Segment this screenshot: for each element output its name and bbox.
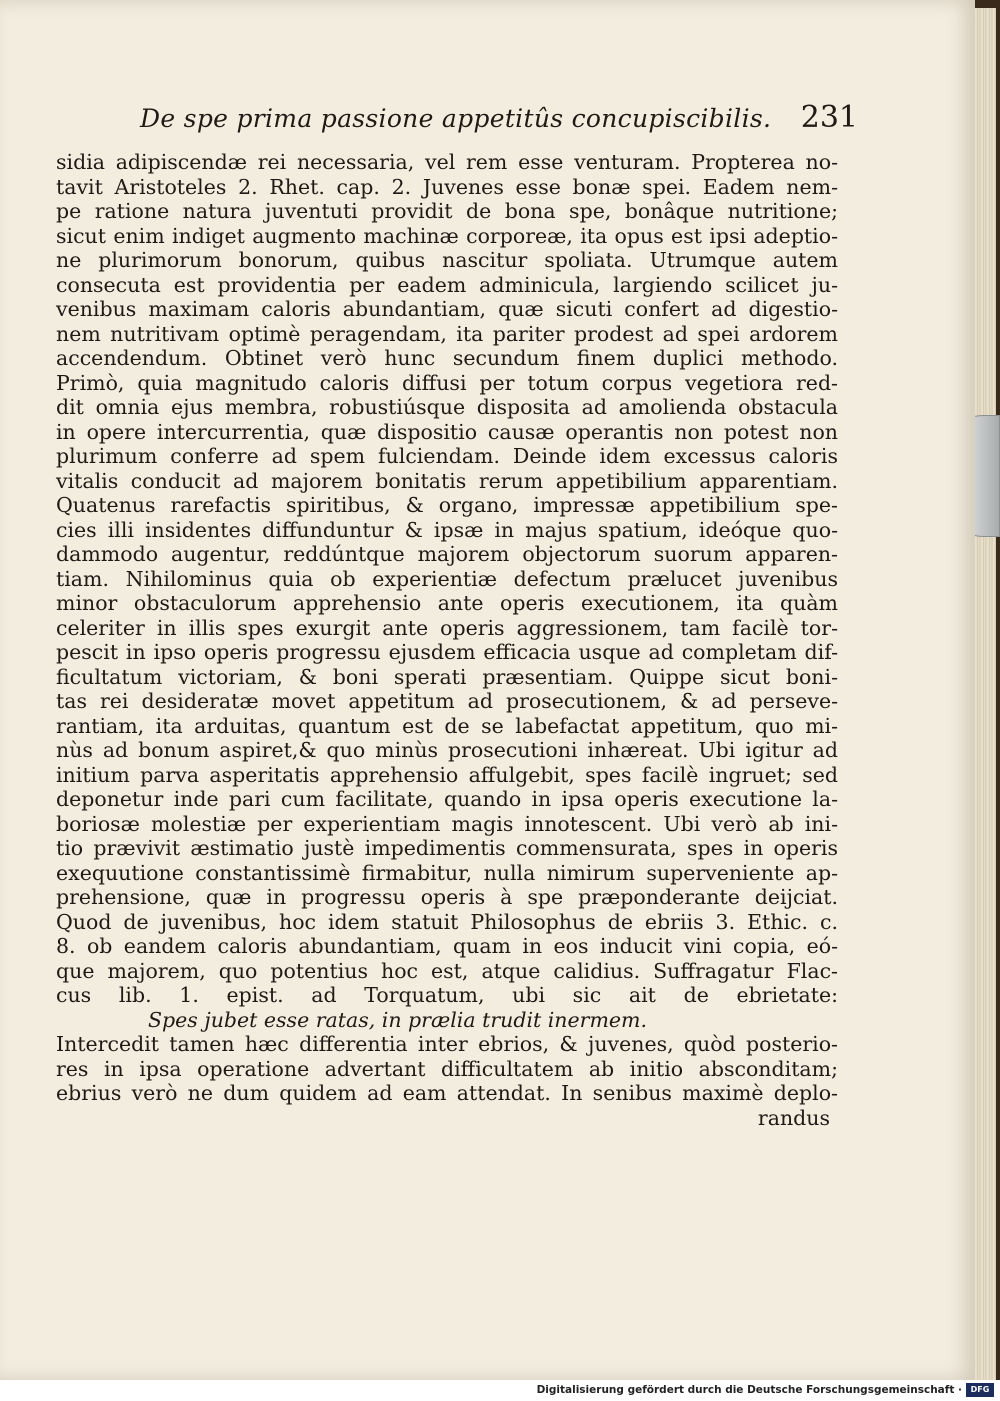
paragraph-lines-after [56, 1032, 838, 1106]
dfg-logo: DFG [966, 1383, 994, 1397]
text-line: consecuta est providentia per eadem adminicula, largiendo scilicet ju- [56, 272, 838, 297]
text-line: pe ratione natura juventuti providit de bona spe, bonâque nutritione; [56, 199, 838, 223]
text-line: exequutione constantissimè firmabitur, nulla nimirum superveniente ap- [56, 860, 838, 885]
text-line: pescit in ipso operis progressu ejusdem efficacia usque ad completam dif- [56, 640, 838, 664]
text-line: rantiam, ita arduitas, quantum est de se labefactat appetitum, quo mi- [56, 713, 838, 738]
text-line: vitalis conducit ad majorem bonitatis rerum appetibilium apparentiam. [56, 468, 838, 493]
text-line: venibus maximam caloris abundantiam, quæ sicuti confert ad digestio- [56, 297, 838, 321]
text-line: sidia adipiscendæ rei necessaria, vel rem esse venturam. Propterea no- [56, 150, 838, 174]
running-head: De spe prima passione appetitûs concupiscibilis. [140, 104, 772, 133]
paragraph-lines [56, 150, 838, 1008]
text-line: tio prævivit æstimatio justè impedimentis commensurata, spes in operis [56, 836, 838, 860]
text-line: tavit Aristoteles 2. Rhet. cap. 2. Juvenes esse bonæ spei. Eadem nem- [56, 174, 838, 199]
digitization-credit-bar [0, 1380, 1000, 1401]
text-line: Quatenus rarefactis spiritibus, & organo, impressæ appetibilium spe- [56, 493, 838, 517]
verse-quote: Spes jubet esse ratas, in prælia trudit inermem. [148, 1007, 647, 1032]
text-line: tas rei desideratæ movet appetitum ad prosecutionem, & ad perseve- [56, 689, 838, 713]
body-text [56, 150, 838, 1130]
funding-credit: Digitalisierung gefördert durch die Deutsche Forschungsgemeinschaft · [536, 1384, 962, 1396]
text-line: res in ipsa operatione advertant difficultatem ab initio absconditam; [56, 1056, 838, 1081]
text-line: ne plurimorum bonorum, quibus nascitur spoliata. Utrumque autem [56, 248, 838, 272]
text-line: que majorem, quo potentius hoc est, atque calidius. Suffragatur Flac- [56, 958, 838, 983]
text-line: nem nutritivam optimè peragendam, ita pariter prodest ad spei ardorem [56, 321, 838, 346]
page-header [140, 100, 858, 144]
text-line: celeriter in illis spes exurgit ante operis aggressionem, tam facilè tor- [56, 615, 838, 640]
text-line: ficultatum victoriam, & boni sperati præsentiam. Quippe sicut boni- [56, 664, 838, 689]
page-number: 231 [800, 100, 858, 135]
text-line: 8. ob eandem caloris abundantiam, quam in eos inducit vini copia, eó- [56, 934, 838, 958]
text-line: initium parva asperitatis apprehensio affulgebit, spes facilè ingruet; sed [56, 762, 838, 787]
text-line: Quod de juvenibus, hoc idem statuit Philosophus de ebriis 3. Ethic. c. [56, 909, 838, 934]
text-line: dit omnia ejus membra, robustiúsque disposita ad amolienda obstacula [56, 395, 838, 419]
text-line: cies illi insidentes diffunduntur & ipsæ in majus spatium, ideóque quo- [56, 517, 838, 542]
text-line: sicut enim indiget augmento machinæ corporeæ, ita opus est ipsi adeptio- [56, 223, 838, 248]
catchword: randus [757, 1105, 830, 1130]
text-line: boriosæ molestiæ per experientiam magis innotescent. Ubi verò ab ini- [56, 811, 838, 836]
text-line: Intercedit tamen hæc differentia inter ebrios, & juvenes, quòd posterio- [56, 1032, 838, 1056]
text-line: plurimum conferre ad spem fulciendam. Deinde idem excessus caloris [56, 444, 838, 468]
text-line: Primò, quia magnitudo caloris diffusi per totum corpus vegetiora red- [56, 370, 838, 395]
text-line: ebrius verò ne dum quidem ad eam attendat. In senibus maximè deplo- [56, 1081, 838, 1105]
text-line: tiam. Nihilominus quia ob experientiæ defectum prælucet juvenibus [56, 566, 838, 591]
text-line: minor obstaculorum apprehensio ante operis executionem, ita quàm [56, 591, 838, 615]
text-line: cus lib. 1. epist. ad Torquatum, ubi sic ait de ebrietate: [56, 983, 838, 1007]
text-line: dammodo augentur, reddúntque majorem objectorum suorum apparen- [56, 542, 838, 566]
text-line: accendendum. Obtinet verò hunc secundum finem duplici methodo. [56, 346, 838, 370]
text-line: prehensione, quæ in progressu operis à spe præponderante deijciat. [56, 885, 838, 909]
text-line: nùs ad bonum aspiret,& quo minùs prosecutioni inhæreat. Ubi igitur ad [56, 738, 838, 762]
text-line: in opere intercurrentia, quæ dispositio causæ operantis non potest non [56, 419, 838, 444]
text-line: deponetur inde pari cum facilitate, quando in ipsa operis executione la- [56, 787, 838, 811]
